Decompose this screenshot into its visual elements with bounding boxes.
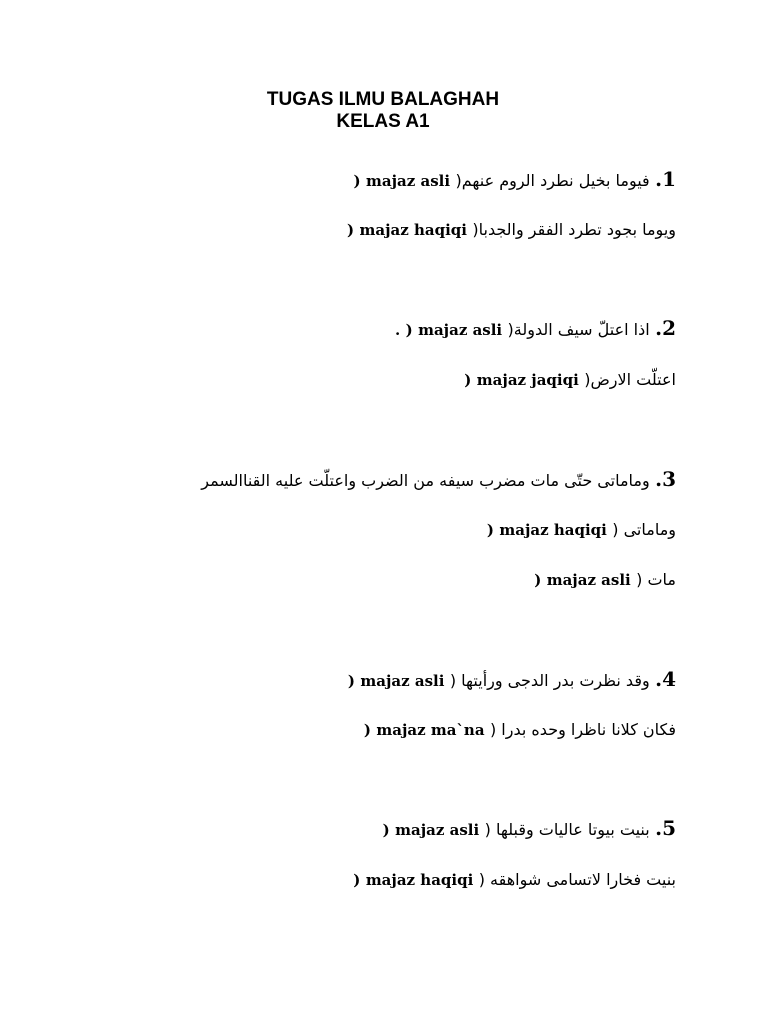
item-number: 5	[662, 816, 676, 840]
majaz-label: majaz haqiqi	[499, 521, 607, 539]
arabic-text: فيوما بخيل نطرد الروم عنهم(	[455, 171, 650, 190]
arabic-text: بنيت فخارا لاتسامى شواهقه (	[478, 870, 676, 889]
item-3-line-1: 3. وماماتى حتّى مات مضرب سيفه من الضرب واعتلّت عليه القناالسمر	[201, 467, 676, 491]
document-subtitle: KELAS A1	[336, 111, 430, 132]
majaz-label: majaz haqiqi	[359, 221, 467, 239]
arabic-text: وماماتى حتّى مات مضرب سيفه من الضرب واعتلّت عليه القناالسمر	[201, 471, 650, 490]
arabic-text: وقد نظرت بدر الدجى ورأيتها (	[449, 671, 650, 690]
item-4-line-2: فكان كلانا ناظرا وحده بدرا ( majaz ma`na (	[363, 720, 676, 739]
arabic-text: ويوما بجود تطرد الفقر والجدبا(	[472, 220, 676, 239]
majaz-label: majaz asli	[395, 821, 480, 839]
arabic-text: فكان كلانا ناظرا وحده بدرا (	[489, 720, 676, 739]
document-title: TUGAS ILMU BALAGHAH	[266, 89, 500, 110]
item-3-line-3: مات ( majaz asli (	[534, 570, 676, 589]
item-number: 2	[662, 316, 676, 340]
item-2-line-1: 2. اذا اعتلّ سيف الدولة( majaz asli ( .	[394, 316, 676, 340]
item-number: 4	[662, 667, 676, 691]
item-5-line-1: 5. بنيت بيوتا عاليات وقبلها ( majaz asli (	[382, 816, 676, 840]
item-number: 1	[662, 167, 676, 191]
item-number: 3	[662, 467, 676, 491]
majaz-label: majaz asli	[418, 321, 503, 339]
majaz-label: majaz asli	[546, 571, 631, 589]
arabic-text: بنيت بيوتا عاليات وقبلها (	[484, 820, 650, 839]
majaz-label: majaz asli	[360, 672, 445, 690]
trailing-mark: .	[394, 321, 401, 339]
item-1-line-1: 1. فيوما بخيل نطرد الروم عنهم( majaz asli (	[353, 167, 676, 191]
arabic-text: اعتلّت الارض(	[584, 370, 676, 389]
arabic-text: مات (	[636, 570, 676, 589]
majaz-label: majaz ma`na	[376, 721, 485, 739]
item-5-line-2: بنيت فخارا لاتسامى شواهقه ( majaz haqiqi (	[353, 870, 676, 889]
item-4-line-1: 4. وقد نظرت بدر الدجى ورأيتها ( majaz asli (	[347, 667, 676, 691]
arabic-text: وماماتى (	[612, 520, 676, 539]
majaz-label: majaz haqiqi	[365, 871, 474, 889]
item-2-line-2: اعتلّت الارض( majaz jaqiqi (	[464, 370, 676, 389]
majaz-label: majaz jaqiqi	[476, 371, 579, 389]
majaz-label: majaz asli	[366, 172, 451, 190]
arabic-text: اذا اعتلّ سيف الدولة(	[507, 320, 650, 339]
item-3-line-2: وماماتى ( majaz haqiqi (	[486, 520, 676, 539]
item-1-line-2: ويوما بجود تطرد الفقر والجدبا( majaz haqiqi (	[346, 220, 676, 239]
